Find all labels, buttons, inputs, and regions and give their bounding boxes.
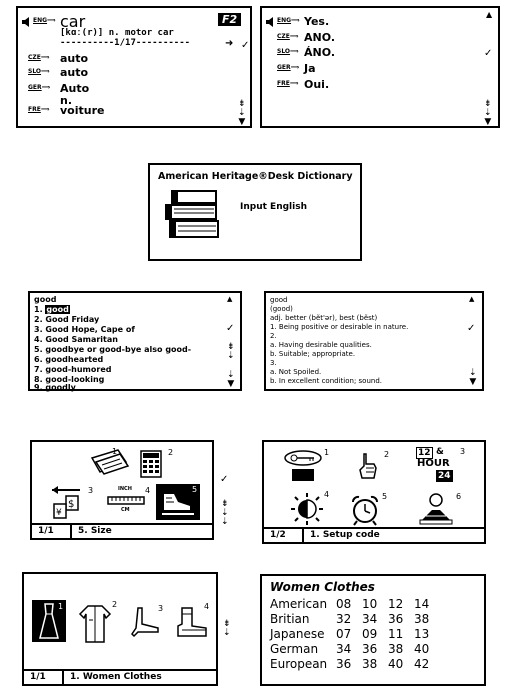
scroll-arrows[interactable]: ⇟ ⇣ ▼ (238, 99, 246, 127)
dress-icon-selected[interactable] (32, 600, 66, 642)
status-label: 1. Setup code (310, 530, 380, 540)
size-table (270, 596, 440, 671)
definition-line: (good) (270, 305, 293, 313)
clothes-menu-panel (22, 572, 218, 686)
icon-number: 4 (145, 486, 151, 495)
lang-code-slo: SLO⟹ (277, 48, 299, 55)
size-value: 32 (336, 611, 352, 626)
list-item[interactable]: 4. Good Samaritan (34, 335, 118, 344)
translation-ger-pos: n. (60, 94, 73, 107)
function-key-badge[interactable]: F2 (218, 13, 241, 26)
size-value: 13 (414, 626, 430, 641)
list-item[interactable]: 7. good-humored (34, 365, 112, 374)
shirt-icon[interactable] (78, 602, 112, 644)
list-item[interactable]: 3. Good Hope, Cape of (34, 325, 135, 334)
icon-number: 4 (204, 602, 210, 611)
cursor-tick-icon: ✓ (220, 474, 229, 485)
translation-fre: Oui. (304, 78, 330, 91)
size-table-panel (260, 574, 486, 686)
definition-line: b. Suitable; appropriate. (270, 350, 356, 358)
size-icon-selected[interactable] (156, 484, 200, 520)
status-page: 1/1 (30, 672, 46, 682)
scroll-arrows[interactable]: ⇣ ▼ (469, 368, 477, 387)
row-label: American (270, 596, 328, 611)
key-icon[interactable] (284, 449, 322, 483)
scroll-arrows[interactable]: ⇟ ⇣ ⇣ (221, 499, 229, 527)
reading-person-icon[interactable] (416, 492, 456, 526)
size-value: 10 (362, 596, 378, 611)
clock-hour-label: HOUR (417, 458, 450, 469)
lang-code-fre: FRE⟹ (277, 80, 299, 87)
status-label: 1. Women Clothes (70, 672, 162, 682)
boot-icon[interactable] (174, 606, 210, 640)
clock-format-icon[interactable] (416, 447, 456, 483)
list-item[interactable]: 9. goodly (34, 383, 76, 392)
size-value: 42 (414, 656, 430, 671)
size-value: 09 (362, 626, 378, 641)
icon-number: 5 (382, 492, 388, 501)
list-item[interactable]: 2. Good Friday (34, 315, 100, 324)
definition-panel (264, 291, 484, 391)
lang-code-fre: FRE⟹ (28, 106, 50, 113)
lang-code-eng: ENG⟹ (33, 17, 56, 24)
cursor-tick-icon: ✓ (226, 323, 235, 334)
status-divider (62, 671, 64, 684)
translation-cze: ANO. (304, 31, 336, 44)
list-item[interactable]: 1. good (34, 305, 69, 314)
scroll-arrows[interactable]: ⇟ ⇣ (223, 619, 231, 638)
size-value: 11 (388, 626, 404, 641)
pointing-hand-icon[interactable] (356, 452, 380, 480)
status-label: 5. Size (78, 526, 112, 536)
ruler-cm-label: CM (121, 507, 130, 513)
status-bar (24, 669, 216, 684)
clock-12-label: 12 (418, 448, 431, 458)
icon-number: 5 (192, 485, 198, 494)
list-item[interactable]: 8. good-looking (34, 375, 105, 384)
page-indicator: ----------1/17---------- (60, 38, 191, 48)
ruler-inch-label: INCH (118, 486, 132, 492)
definition-line: good (270, 296, 288, 304)
alarm-clock-icon[interactable] (350, 494, 380, 526)
scroll-up-arrow-icon[interactable]: ▲ (486, 10, 493, 19)
definition-line: adj. better (bĕt'ər), best (bĕst) (270, 314, 378, 322)
headword: car (60, 12, 86, 31)
lang-code-cze: CZE⟹ (28, 54, 50, 61)
icon-number: 2 (112, 600, 118, 609)
cursor-tick-icon: ✓ (241, 40, 250, 51)
splash-screen (148, 163, 362, 261)
icon-number: 3 (158, 604, 164, 613)
definition-line: a. Having desirable qualities. (270, 341, 372, 349)
next-page-arrow-icon[interactable]: ➜ (225, 38, 234, 49)
size-table-title: Women Clothes (270, 580, 375, 594)
icon-number: 6 (456, 492, 462, 501)
icon-number: 4 (324, 490, 330, 499)
icon-number: 1 (324, 448, 330, 457)
definition-line: 1. Being positive or desirable in nature. (270, 323, 409, 331)
lang-code-cze: CZE⟹ (277, 33, 299, 40)
scroll-down-arrows[interactable]: ⇣ ▼ (227, 370, 235, 389)
icon-number: 2 (168, 448, 174, 457)
calculator-icon[interactable] (140, 450, 162, 478)
translation-panel-yes (260, 6, 500, 128)
translation-fre: voiture (60, 104, 105, 117)
row-label: European (270, 656, 328, 671)
size-value: 40 (414, 641, 430, 656)
lang-code-ger: GER⟹ (277, 64, 300, 71)
translation-panel-car (16, 6, 252, 128)
definition-line: 3. (270, 359, 277, 367)
icon-number: 1 (58, 602, 64, 611)
selected-item-highlight[interactable]: good (46, 305, 69, 314)
speaker-icon[interactable] (265, 17, 275, 27)
speaker-icon[interactable] (21, 17, 31, 27)
status-bar (264, 527, 484, 542)
scroll-up-arrow-icon[interactable]: ▲ (227, 295, 233, 303)
status-divider (302, 529, 304, 542)
status-page: 1/1 (38, 526, 54, 536)
status-divider (70, 525, 72, 538)
size-value: 38 (362, 656, 378, 671)
size-value: 34 (336, 641, 352, 656)
definition-line: b. In excellent condition; sound. (270, 377, 382, 385)
currency-exchange-icon[interactable] (50, 486, 86, 520)
size-value: 38 (414, 611, 430, 626)
icon-number: 2 (384, 450, 390, 459)
money-icon[interactable] (90, 448, 130, 476)
translation-eng: Yes. (304, 15, 330, 28)
translation-slo: ÁNO. (304, 46, 336, 59)
clock-amp-label: & (436, 447, 444, 457)
clock-24-label: 24 (438, 471, 451, 481)
scroll-arrows[interactable]: ⇟ ⇣ ▼ (484, 99, 492, 127)
size-value: 34 (362, 611, 378, 626)
search-query[interactable]: good (34, 295, 57, 304)
tools-menu-panel (30, 440, 214, 540)
lang-code-ger: GER⟹ (28, 84, 51, 91)
row-label: Japanese (270, 626, 325, 641)
brightness-icon[interactable] (290, 492, 324, 526)
status-bar (32, 523, 212, 538)
size-value: 36 (362, 641, 378, 656)
dictionary-title: American Heritage®Desk Dictionary (158, 171, 353, 182)
scroll-arrows[interactable]: ⇟ ⇣ (227, 342, 235, 361)
translation-slo: auto (60, 66, 89, 79)
translation-ger: Ja (304, 62, 316, 75)
list-item[interactable]: 5. goodbye or good-bye also good- (34, 345, 192, 354)
books-icon (162, 189, 224, 241)
scroll-up-arrow-icon[interactable]: ▲ (469, 295, 475, 303)
table-row (270, 641, 440, 656)
cursor-tick-icon: ✓ (467, 323, 476, 334)
translation-ger: Auto (60, 82, 90, 95)
table-row (270, 596, 440, 611)
pronunciation: [kɑː(r)] n. motor car (60, 28, 174, 38)
list-item[interactable]: 6. goodhearted (34, 355, 104, 364)
definition-line: 2. (270, 332, 277, 340)
table-row (270, 656, 440, 671)
row-label: Britian (270, 611, 310, 626)
table-row (270, 626, 440, 641)
icon-number: 1 (112, 447, 118, 456)
cursor-tick-icon: ✓ (484, 48, 493, 59)
input-prompt: Input English (240, 202, 307, 212)
svg-text:$: $ (68, 499, 75, 510)
icon-number: 3 (88, 486, 94, 495)
size-value: 12 (388, 596, 404, 611)
word-list-panel (28, 291, 242, 391)
high-heel-icon[interactable] (128, 606, 162, 638)
table-row (270, 611, 440, 626)
lang-code-eng: ENG⟹ (277, 17, 300, 24)
setup-menu-panel (262, 440, 486, 544)
status-page: 1/2 (270, 530, 286, 540)
size-value: 40 (388, 656, 404, 671)
size-value: 14 (414, 596, 430, 611)
translation-cze: auto (60, 52, 89, 65)
size-value: 36 (388, 611, 404, 626)
definition-line: a. Not Spoiled. (270, 368, 322, 376)
svg-text:¥: ¥ (56, 508, 62, 518)
lang-code-slo: SLO⟹ (28, 68, 50, 75)
size-value: 07 (336, 626, 352, 641)
row-label: German (270, 641, 319, 656)
icon-number: 3 (460, 447, 466, 456)
size-value: 08 (336, 596, 352, 611)
size-value: 36 (336, 656, 352, 671)
size-value: 38 (388, 641, 404, 656)
